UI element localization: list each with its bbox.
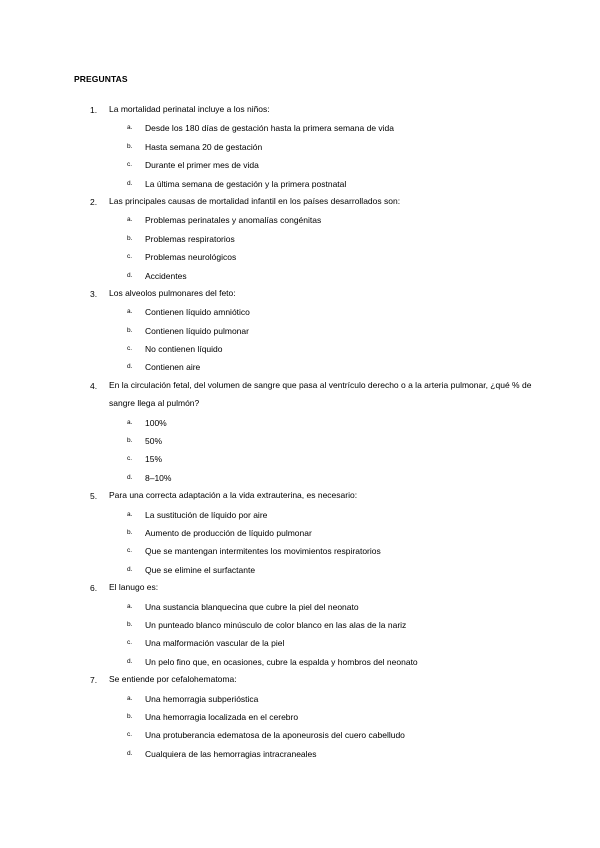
answer-text: Que se mantengan intermitentes los movimientos respiratorios [145, 546, 381, 557]
answer-letter: b. [127, 142, 133, 150]
answer-letter: a. [127, 602, 133, 610]
question-text: Las principales causas de mortalidad infantil en los países desarrollados son: [109, 195, 401, 206]
question-row [0, 487, 600, 505]
question-2 [0, 193, 600, 285]
question-5 [0, 487, 600, 579]
answer-text: Durante el primer mes de vida [145, 160, 259, 171]
question-row [0, 193, 600, 211]
answer-text: 100% [145, 417, 167, 428]
answer-option [0, 745, 600, 763]
answer-letter: b. [127, 712, 133, 720]
question-number: 2. [90, 196, 98, 207]
question-6 [0, 579, 600, 671]
answer-option [0, 175, 600, 193]
answer-letter: c. [127, 731, 133, 739]
answer-option [0, 450, 600, 468]
answer-letter: a. [127, 124, 133, 132]
answer-letter: d. [127, 657, 133, 665]
answer-text: Aumento de producción de líquido pulmonar [145, 528, 312, 538]
question-row [0, 377, 600, 414]
answer-text: Problemas respiratorios [145, 233, 235, 244]
answer-text: Un pelo fino que, en ocasiones, cubre la espalda y hombros del neonato [145, 656, 418, 667]
answer-letter: c. [127, 547, 133, 555]
answer-letter: d. [127, 363, 133, 371]
answer-option [0, 414, 600, 432]
answer-text: Una hemorragia localizada en el cerebro [145, 711, 299, 722]
answer-option [0, 524, 600, 542]
question-text: Se entiende por cefalohematoma: [109, 674, 237, 685]
answer-text: Contienen líquido pulmonar [145, 325, 249, 336]
answer-text: Problemas perinatales y anomalías congénitas [145, 215, 322, 226]
answer-option [0, 598, 600, 616]
answer-text: 15% [145, 454, 163, 465]
question-text: La mortalidad perinatal incluye a los niños: [109, 104, 270, 114]
answer-option [0, 616, 600, 634]
answer-option [0, 708, 600, 726]
answer-text: La última semana de gestación y la primera postnatal [145, 178, 347, 189]
page-heading: PREGUNTAS [74, 74, 128, 84]
answer-list [0, 690, 600, 764]
answer-text: Un punteado blanco minúsculo de color blanco en las alas de la nariz [145, 619, 407, 630]
answer-text: 50% [145, 436, 163, 447]
question-number: 5. [90, 491, 98, 502]
answer-letter: c. [127, 161, 133, 169]
answer-letter: b. [127, 326, 133, 334]
answer-letter: c. [127, 345, 133, 353]
answer-text: Desde los 180 días de gestación hasta la primera semana de vida [145, 123, 395, 134]
question-number: 1. [90, 105, 98, 115]
answer-option [0, 230, 600, 248]
answer-option [0, 358, 600, 376]
answer-letter: b. [127, 620, 133, 628]
question-number: 7. [90, 675, 98, 686]
question-text: Para una correcta adaptación a la vida extrauterina, es necesario: [109, 490, 358, 501]
answer-option [0, 542, 600, 560]
answer-letter: a. [127, 418, 133, 426]
answer-letter: a. [127, 694, 133, 702]
answer-option [0, 119, 600, 137]
question-row [0, 671, 600, 689]
answer-list [0, 506, 600, 580]
answer-letter: d. [127, 179, 133, 187]
answer-list [0, 303, 600, 377]
answer-text: Accidentes [145, 270, 187, 281]
answer-text: Que se elimine el surfactante [145, 564, 256, 575]
question-list [0, 101, 600, 763]
answer-text: Una sustancia blanquecina que cubre la piel del neonato [145, 601, 359, 612]
question-row [0, 101, 600, 119]
answer-letter: d. [127, 271, 133, 279]
question-text: El lanugo es: [109, 582, 159, 593]
question-1 [0, 101, 600, 193]
answer-text: 8–10% [145, 472, 172, 483]
question-4 [0, 377, 600, 487]
answer-letter: c. [127, 639, 133, 647]
answer-letter: a. [127, 216, 133, 224]
question-text: Los alveolos pulmonares del feto: [109, 287, 236, 298]
answer-list [0, 119, 600, 193]
answer-letter: c. [127, 455, 133, 463]
question-7 [0, 671, 600, 763]
answer-text: No contienen líquido [145, 344, 223, 355]
answer-option [0, 726, 600, 744]
answer-letter: d. [127, 565, 133, 573]
question-number: 6. [90, 583, 98, 594]
answer-text: La sustitución de líquido por aire [145, 509, 268, 520]
answer-letter: a. [127, 308, 133, 316]
question-3 [0, 285, 600, 377]
question-row [0, 285, 600, 303]
question-number: 4. [90, 380, 98, 391]
answer-text: Problemas neurológicos [145, 252, 237, 263]
answer-list [0, 414, 600, 488]
answer-list [0, 598, 600, 672]
answer-option [0, 690, 600, 708]
answer-text: Una malformación vascular de la piel [145, 638, 285, 649]
question-number: 3. [90, 288, 98, 299]
answer-letter: d. [127, 749, 133, 757]
answer-option [0, 506, 600, 524]
answer-option [0, 561, 600, 579]
answer-option [0, 469, 600, 487]
answer-letter: b. [127, 437, 133, 445]
answer-text: Hasta semana 20 de gestación [145, 141, 263, 152]
answer-option [0, 634, 600, 652]
answer-option [0, 156, 600, 174]
answer-letter: b. [127, 529, 133, 536]
answer-option [0, 322, 600, 340]
answer-text: Cualquiera de las hemorragias intracraneales [145, 748, 317, 759]
answer-list [0, 211, 600, 285]
answer-letter: a. [127, 510, 133, 518]
answer-text: Contienen líquido amniótico [145, 307, 250, 318]
answer-option [0, 432, 600, 450]
answer-text: Una protuberancia edematosa de la aponeurosis del cuero cabelludo [145, 730, 405, 741]
answer-option [0, 138, 600, 156]
answer-text: Una hemorragia subperióstica [145, 693, 259, 704]
answer-option [0, 340, 600, 358]
answer-option [0, 267, 600, 285]
answer-option [0, 653, 600, 671]
answer-option [0, 211, 600, 229]
answer-letter: c. [127, 253, 133, 261]
answer-option [0, 303, 600, 321]
question-row [0, 579, 600, 597]
answer-text: Contienen aire [145, 362, 201, 373]
answer-letter: b. [127, 234, 133, 242]
answer-option [0, 248, 600, 266]
answer-letter: d. [127, 473, 133, 481]
question-text: En la circulación fetal, del volumen de sangre que pasa al ventrículo derecho o a la arteria pulmonar, ¿qué % de sangre llega al pulmón? [109, 379, 532, 409]
